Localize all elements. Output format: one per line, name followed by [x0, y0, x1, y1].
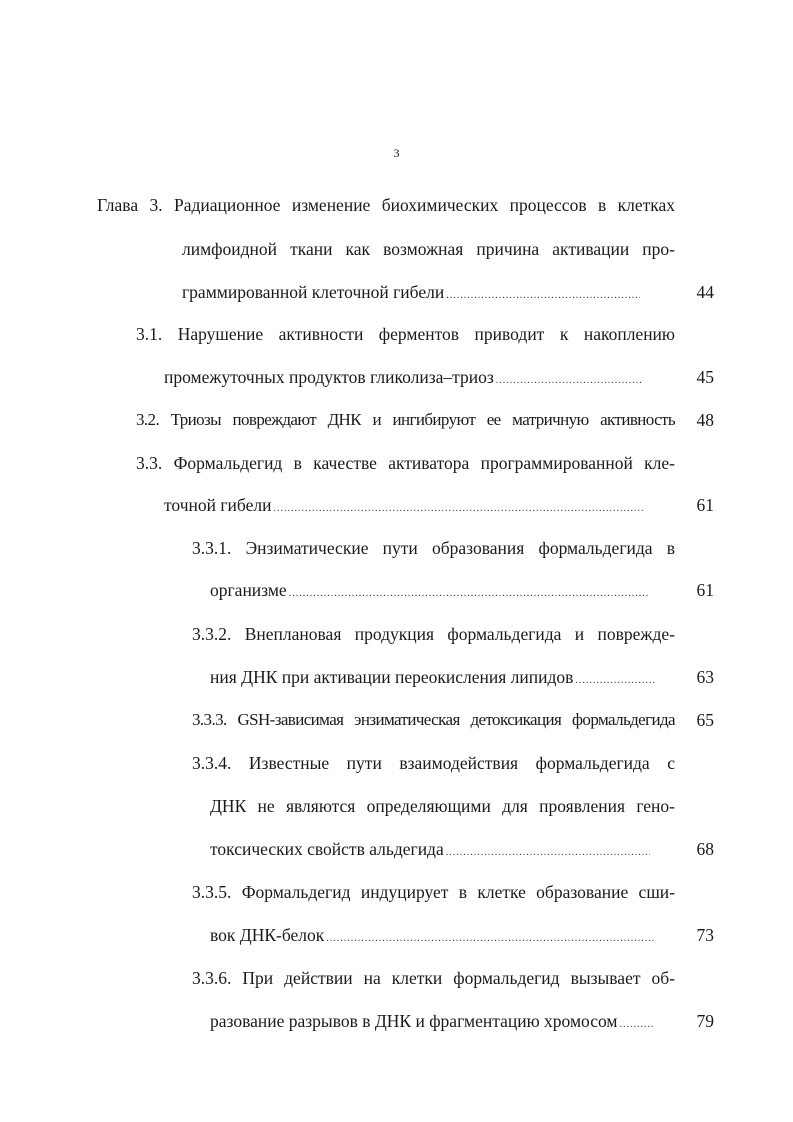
toc-section-3-3-2-page: 63 [696, 667, 714, 687]
toc-section-3-3-2-text: ния ДНК при активации переокисления липидов [210, 667, 574, 687]
toc-section-3-3-2-line-1: 3.3.2. Внеплановая продукция формальдегида и поврежде- [192, 624, 675, 644]
toc-section-3-3-6-line-2 [210, 1008, 654, 1034]
toc-chapter-3-line-3 [182, 279, 640, 305]
toc-section-3-3-1-page: 61 [696, 580, 714, 600]
toc-section-3-3-1-line-2 [210, 577, 650, 603]
toc-section-3-3-4-line-1: 3.3.4. Известные пути взаимодействия формальдегида с [192, 753, 675, 773]
toc-section-3-3-5-line-1: 3.3.5. Формальдегид индуцирует в клетке образование сши- [192, 882, 675, 902]
toc-section-3-3-line-2 [164, 492, 644, 518]
leader-dots [446, 283, 640, 305]
toc-section-3-3-6-text: разование разрывов в ДНК и фрагментацию хромосом [210, 1011, 618, 1031]
toc-section-3-1-line-2 [164, 364, 642, 390]
toc-section-3-3-3-line-1: 3.3.3. GSH-зависимая энзиматическая детоксикация формальдегида [192, 710, 675, 729]
toc-section-3-3-6-page: 79 [696, 1011, 714, 1031]
toc-chapter-3-page: 44 [696, 282, 714, 302]
toc-section-3-3-4-text: токсических свойств альдегида [210, 839, 444, 859]
toc-chapter-3-line-1: Глава 3. Радиационное изменение биохимических процессов в клетках [97, 195, 675, 215]
toc-section-3-3-1-line-1: 3.3.1. Энзиматические пути образования формальдегида в [192, 538, 675, 558]
toc-section-3-3-6-line-1: 3.3.6. При действии на клетки формальдегид вызывает об- [192, 968, 675, 988]
leader-dots [289, 581, 650, 603]
toc-section-3-3-line-1: 3.3. Формальдегид в качестве активатора программированной кле- [136, 453, 675, 473]
toc-chapter-3-text: граммированной клеточной гибели [182, 282, 445, 302]
toc-section-3-1-text: промежуточных продуктов гликолиза–триоз [164, 367, 494, 387]
toc-section-3-3-4-page: 68 [696, 839, 714, 859]
toc-section-3-3-5-text: вок ДНК-белок [210, 925, 325, 945]
toc-section-3-3-5-page: 73 [696, 925, 714, 945]
page-number: 3 [393, 146, 400, 160]
toc-section-3-2-line-1: 3.2. Триозы повреждают ДНК и ингибируют ее матричную активность [136, 410, 675, 429]
toc-section-3-3-1-text: организме [210, 580, 287, 600]
toc-section-3-3-4-line-2: ДНК не являются определяющими для проявления гено- [210, 796, 675, 816]
toc-section-3-1-page: 45 [696, 367, 714, 387]
toc-section-3-3-3-page: 65 [696, 710, 714, 730]
leader-dots [619, 1012, 654, 1034]
leader-dots [326, 926, 654, 948]
toc-section-3-3-2-line-2 [210, 664, 654, 690]
leader-dots [575, 668, 654, 690]
toc-section-3-2-page: 48 [696, 410, 714, 430]
toc-section-3-3-4-line-3 [210, 836, 650, 862]
toc-chapter-3-line-2: лимфоидной ткани как возможная причина активации про- [182, 239, 675, 259]
leader-dots [496, 368, 642, 390]
toc-section-3-3-page: 61 [696, 495, 714, 515]
toc-section-3-3-5-line-2 [210, 922, 654, 948]
leader-dots [273, 496, 644, 518]
toc-section-3-3-text: точной гибели [164, 495, 272, 515]
leader-dots [446, 840, 650, 862]
toc-section-3-1-line-1: 3.1. Нарушение активности ферментов приводит к накоплению [136, 324, 675, 344]
